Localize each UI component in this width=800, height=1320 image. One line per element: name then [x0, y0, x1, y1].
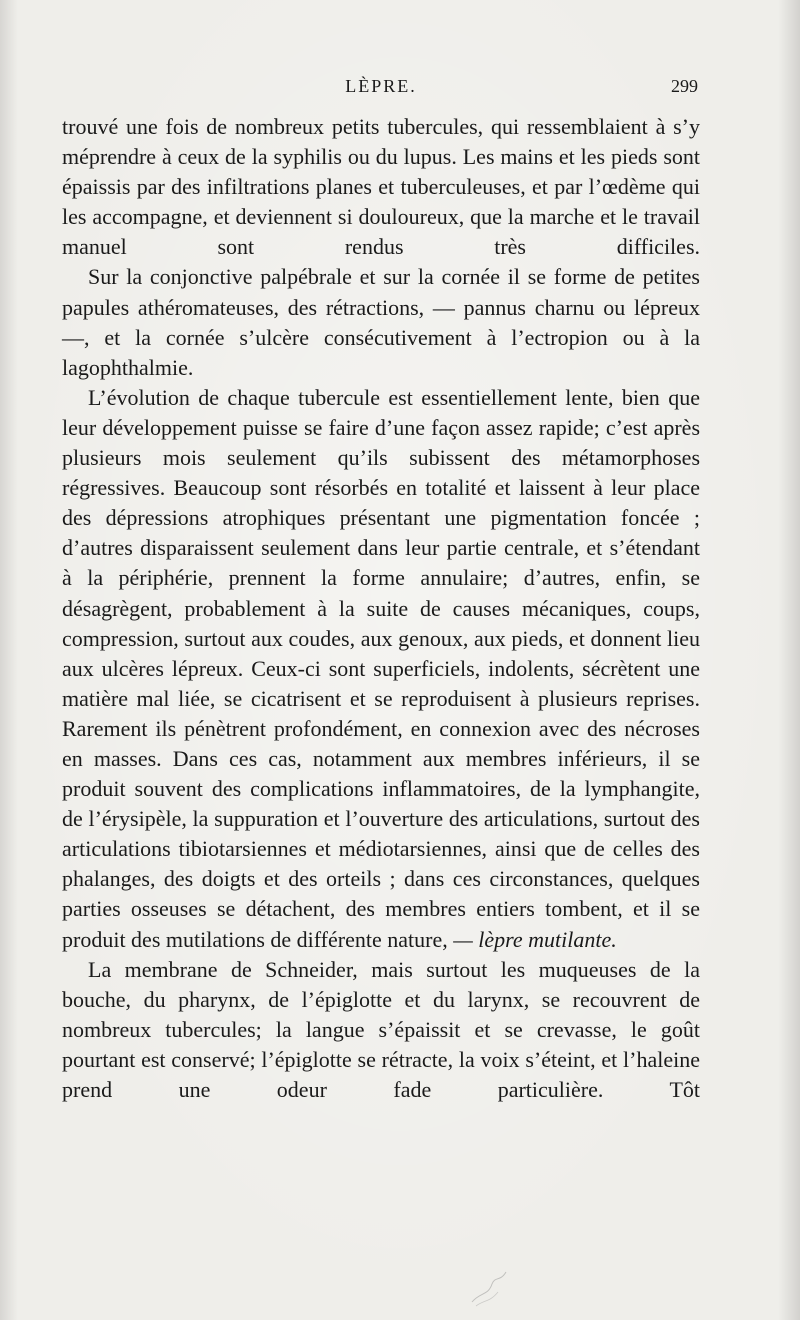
paragraph-4: [62, 955, 700, 1105]
ink-smudge: [462, 1262, 522, 1310]
paragraph-2: [62, 262, 700, 382]
body-text: [62, 112, 700, 1105]
paragraph-1: [62, 112, 700, 262]
paragraph-3-text: L’évolution de chaque tubercule est essentiellement lente, bien que leur développement puisse se faire d’une façon assez rapide; c’est après plusieurs mois seulement qu’ils subissent des métamorphoses régressives. Beaucoup sont résorbés en totalité et laissent à leur place des dépressions atrophiques présentant une pigmentation foncée ; d’autres disparaissent seulement dans leur partie centrale, et s’étendant à la périphérie, prennent la forme annulaire; d’autres, enfin, se désagrègent, probablement à la suite de causes mécaniques, coups, compression, surtout aux coudes, aux genoux, aux pieds, et donnent lieu aux ulcères lépreux. Ceux-ci sont superficiels, indolents, sécrètent une matière mal liée, se cicatrisent et se reproduisent à plusieurs reprises. Rarement ils pénètrent profondément, en connexion avec des nécroses en masses. Dans ces cas, notamment aux membres inférieurs, il se produit souvent des complications inflammatoires, de la lymphangite, de l’érysipèle, la suppuration et l’ouverture des articulations, surtout des articulations tibiotarsiennes et médiotarsiennes, ainsi que de celles des phalanges, des doigts et des orteils ; dans ces circonstances, quelques parties osseuses se détachent, des membres entiers tombent, et il se produit des mutilations de différente nature,: [62, 384, 700, 952]
paragraph-3: [62, 383, 700, 955]
paragraph-2-text: Sur la conjonctive palpébrale et sur la cornée il se forme de petites papules athéromateuses, des rétractions, — pannus charnu ou lépreux —, et la cornée s’ulcère consécutivement à l’ectropion ou à la lagophthalmie.: [62, 264, 700, 380]
page-edge-shadow-right: [778, 0, 800, 1320]
page-header: [62, 76, 700, 102]
running-title: LÈPRE.: [345, 76, 417, 96]
paragraph-1-text: trouvé une fois de nombreux petits tubercules, qui ressemblaient à s’y méprendre à ceux de la syphilis ou du lupus. Les mains et les pieds sont épaissis par des infiltrations planes et tuberculeuses, et par l’œdème qui les accompagne, et deviennent si douloureux, que la marche et le travail manuel sont rendus très difficiles.: [62, 114, 700, 260]
page-edge-shadow-left: [0, 0, 18, 1320]
paragraph-3-italic-tail: — lèpre mutilante.: [453, 926, 617, 952]
paragraph-4-text: La membrane de Schneider, mais surtout les muqueuses de la bouche, du pharynx, de l’épiglotte et du larynx, se recouvrent de nombreux tubercules; la langue s’épaissit et se crevasse, le goût pourtant est conservé; l’épiglotte se rétracte, la voix s’éteint, et l’haleine prend une odeur fade particulière. Tôt: [62, 956, 700, 1102]
page-number: 299: [671, 76, 698, 96]
